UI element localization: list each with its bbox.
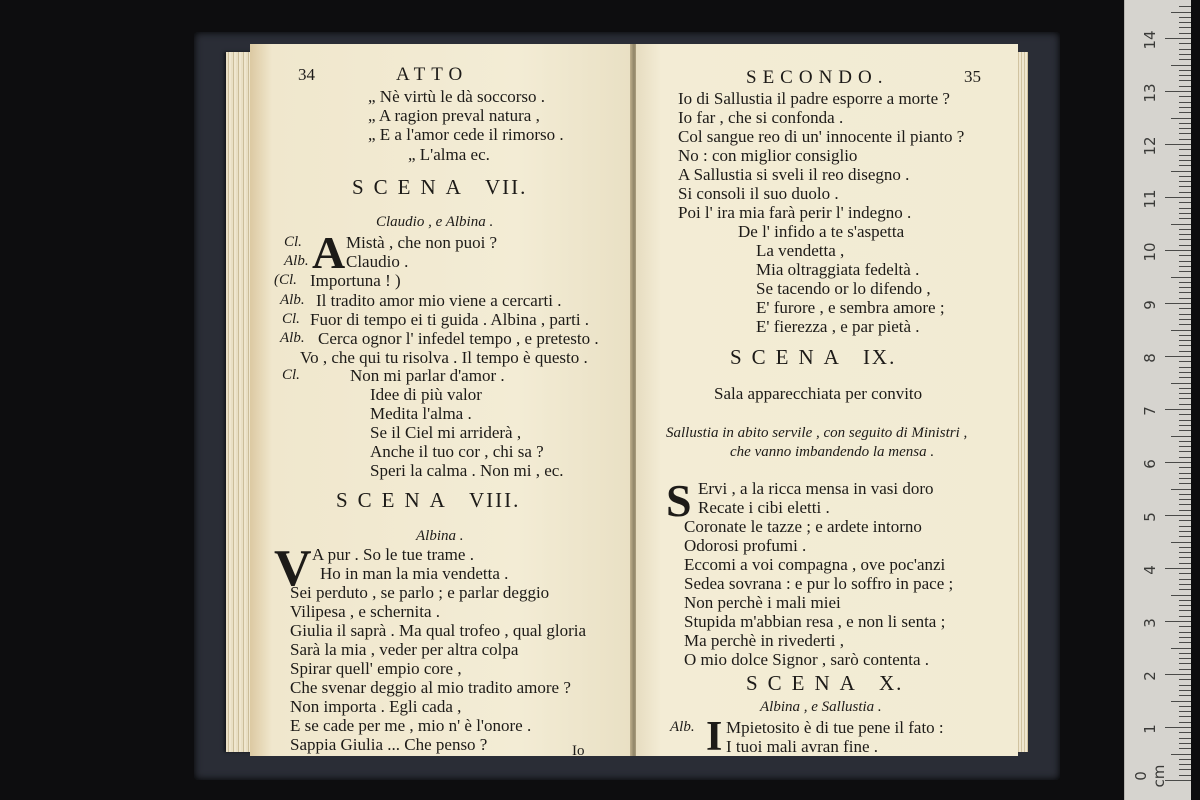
scene-characters: Sallustia in abito servile , con seguito di Ministri , [666,425,968,441]
verse-line: E' fierezza , e par pietà . [756,317,920,336]
ruler-tick [1179,425,1191,426]
ruler-number: 9 [1141,300,1159,310]
verse-line: A Sallustia si sveli il reo disegno . [678,165,910,184]
ruler-tick [1179,155,1191,156]
scene-title: SCENA [352,175,470,199]
ruler-tick [1179,605,1191,606]
ruler-tick [1179,494,1191,495]
ruler-tick [1179,367,1191,368]
ruler-tick [1171,277,1191,278]
running-head: SECONDO. [746,67,889,88]
verse-line: Non importa . Egli cada , [290,697,462,716]
speaker-label: Cl. [282,367,300,383]
ruler-tick [1165,515,1191,516]
ruler-tick [1179,711,1191,712]
ruler-tick [1179,208,1191,209]
verse-line: Sarà la mia , veder per altra colpa [290,640,519,659]
ruler-tick [1179,107,1191,108]
verse-line: De l' infido a te s'aspetta [738,222,905,241]
ruler-tick [1179,398,1191,399]
measuring-ruler [1124,0,1191,800]
drop-capital: V [274,540,312,597]
ruler-tick [1179,637,1191,638]
ruler-tick [1179,616,1191,617]
ruler-tick [1171,489,1191,490]
ruler-tick [1179,245,1191,246]
dialogue-line: Claudio . [346,252,409,271]
ruler-tick [1171,12,1191,13]
ruler-tick [1165,250,1191,251]
ruler-tick [1179,80,1191,81]
dialogue-line: Se il Ciel mi arriderà , [370,423,522,442]
ruler-tick [1179,669,1191,670]
catchword: Io [572,743,585,759]
ruler-tick [1165,38,1191,39]
ruler-number: 12 [1141,136,1159,156]
verse-line: A pur . So le tue trame . [312,545,474,564]
ruler-number: 5 [1141,512,1159,522]
ruler-tick [1179,404,1191,405]
ruler-number: 1 [1141,724,1159,734]
dialogue-line: Anche il tuo cor , chi sa ? [370,442,544,461]
ruler-tick [1165,780,1191,781]
scene-characters: Albina , e Sallustia . [760,699,882,715]
verse-line: Si consoli il suo duolo . [678,184,839,203]
ruler-tick [1179,229,1191,230]
speaker-label: Alb. [280,330,305,346]
ruler-tick [1179,626,1191,627]
ruler-tick [1179,139,1191,140]
ruler-tick [1179,600,1191,601]
ruler-tick [1171,118,1191,119]
ruler-number: 13 [1141,83,1159,103]
speaker-label: (Cl. [274,272,297,288]
ruler-tick [1179,160,1191,161]
scene-title: SCENA [336,488,454,512]
ruler-tick [1179,340,1191,341]
ruler-tick [1179,499,1191,500]
drop-capital: I [706,714,723,760]
verse-line: E' furore , e sembra amore ; [756,298,945,317]
ruler-tick [1179,430,1191,431]
ruler-tick [1179,239,1191,240]
ruler-tick [1179,520,1191,521]
ruler-tick [1179,218,1191,219]
verse-line: Sappia Giulia ... Che penso ? [290,735,488,754]
ruler-tick [1179,361,1191,362]
ruler-number: 7 [1141,406,1159,416]
dialogue-line: Idee di più valor [370,385,482,404]
ruler-tick [1165,91,1191,92]
ruler-tick [1179,393,1191,394]
ruler-tick [1179,202,1191,203]
ruler-tick [1179,314,1191,315]
ruler-tick [1179,679,1191,680]
verse-line: Odorosi profumi . [684,536,807,555]
ruler-tick [1179,345,1191,346]
scene-number: VIII. [468,488,521,512]
ruler-tick [1165,462,1191,463]
ruler-tick [1179,6,1191,7]
verse-line: Se tacendo or lo difendo , [756,279,931,298]
ruler-tick [1179,255,1191,256]
verse-line: La vendetta , [756,241,845,260]
ruler-tick [1179,59,1191,60]
ruler-tick [1179,49,1191,50]
dialogue-line: Fuor di tempo ei ti guida . Albina , parti . [310,310,590,329]
ruler-tick [1165,197,1191,198]
speaker-label: Cl. [284,234,302,250]
scene-number: IX. [862,345,897,369]
ruler-tick [1179,769,1191,770]
verse-line: E se cade per me , mio n' è l'onore . [290,716,532,735]
verse-line: Spirar quell' empio core , [290,659,462,678]
ruler-tick [1179,658,1191,659]
ruler-tick [1179,473,1191,474]
ruler-tick [1179,738,1191,739]
ruler-tick [1179,213,1191,214]
verse-line: Eccomi a voi compagna , ove poc'anzi [684,555,946,574]
ruler-tick [1179,176,1191,177]
verse-line: Sedea sovrana : e pur lo soffro in pace ; [684,574,954,593]
ruler-tick [1179,420,1191,421]
ruler-unit-label: 0 cm [1132,764,1168,788]
ruler-tick [1179,17,1191,18]
drop-capital: S [666,475,692,526]
ruler-tick [1179,414,1191,415]
verse-line: „ L'alma ec. [408,145,490,164]
ruler-number: 6 [1141,459,1159,469]
page-number: 34 [298,65,315,84]
ruler-tick [1179,457,1191,458]
speaker-label: Alb. [284,253,309,269]
ruler-tick [1179,75,1191,76]
ruler-number: 3 [1141,618,1159,628]
ruler-number: 14 [1141,30,1159,50]
ruler-tick [1165,568,1191,569]
speaker-label: Alb. [280,292,305,308]
ruler-tick [1179,112,1191,113]
ruler-tick [1179,610,1191,611]
ruler-tick [1179,335,1191,336]
ruler-tick [1171,595,1191,596]
verse-line: No : con miglior consiglio [678,146,858,165]
ruler-tick [1171,224,1191,225]
ruler-tick [1179,584,1191,585]
ruler-tick [1179,748,1191,749]
scene-number: VII. [484,175,528,199]
speaker-label: Cl. [282,311,300,327]
ruler-tick [1165,303,1191,304]
verse-line: Coronate le tazze ; e ardete intorno [684,517,922,536]
scene-characters: che vanno imbandendo la mensa . [730,444,935,460]
ruler-tick [1179,33,1191,34]
ruler-tick [1165,674,1191,675]
ruler-tick [1179,165,1191,166]
ruler-tick [1179,96,1191,97]
ruler-tick [1179,706,1191,707]
dialogue-line: Medita l'alma . [370,404,472,423]
ruler-number: 8 [1141,353,1159,363]
ruler-tick [1179,589,1191,590]
dialogue-line: Cerca ognor l' infedel tempo , e pretesto . [318,329,599,348]
verse-line: Ma perchè in rivederti , [684,631,845,650]
ruler-tick [1179,467,1191,468]
ruler-tick [1179,759,1191,760]
scene-characters: Albina . [416,528,464,544]
scene-characters: Claudio , e Albina . [376,214,494,230]
ruler-tick [1179,351,1191,352]
ruler-tick [1179,298,1191,299]
ruler-tick [1179,764,1191,765]
ruler-tick [1165,727,1191,728]
ruler-tick [1179,504,1191,505]
speaker-label: Alb. [670,719,695,735]
verse-line: „ A ragion preval natura , [368,106,540,125]
ruler-tick [1179,86,1191,87]
ruler-tick [1179,271,1191,272]
ruler-tick [1171,330,1191,331]
ruler-tick [1179,282,1191,283]
ruler-tick [1179,483,1191,484]
ruler-tick [1179,632,1191,633]
verse-line: I tuoi mali avran fine . [726,737,879,756]
ruler-tick [1179,526,1191,527]
ruler-tick [1179,547,1191,548]
ruler-tick [1179,552,1191,553]
ruler-tick [1179,716,1191,717]
ruler-tick [1179,478,1191,479]
ruler-tick [1179,123,1191,124]
verse-line: Non perchè i mali miei [684,593,841,612]
ruler-tick [1179,70,1191,71]
ruler-tick [1171,754,1191,755]
ruler-number: 11 [1141,189,1159,209]
dialogue-line: Mistà , che non puoi ? [346,233,498,252]
ruler-tick [1179,128,1191,129]
dialogue-line: Non mi parlar d'amor . [350,366,505,385]
ruler-tick [1171,171,1191,172]
ruler-tick [1179,43,1191,44]
verse-line: Ho in man la mia vendetta . [320,564,509,583]
ruler-tick [1179,685,1191,686]
drop-capital: A [312,227,346,278]
verse-line: Che svenar deggio al mio tradito amore ? [290,678,571,697]
ruler-number: 4 [1141,565,1159,575]
ruler-tick [1179,377,1191,378]
ruler-tick [1179,261,1191,262]
scene-title: SCENA [746,671,864,695]
ruler-tick [1179,557,1191,558]
ruler-tick [1179,149,1191,150]
ruler-tick [1179,186,1191,187]
scene-heading [352,177,527,198]
verse-line: Sei perduto , se parlo ; e parlar deggio [290,583,550,602]
ruler-tick [1171,436,1191,437]
ruler-tick [1179,531,1191,532]
ruler-tick [1171,383,1191,384]
ruler-tick [1179,102,1191,103]
verse-line: Col sangue reo di un' innocente il pianto ? [678,127,965,146]
ruler-number: 2 [1141,671,1159,681]
ruler-tick [1171,648,1191,649]
scene-heading [336,490,520,511]
left-page [250,44,632,759]
verse-line: Mpietosito è di tue pene il fato : [726,718,944,737]
verse-line: Mia oltraggiata fedeltà . [756,260,920,279]
ruler-tick [1179,563,1191,564]
ruler-tick [1179,695,1191,696]
scene-heading [746,673,903,694]
ruler-tick [1179,775,1191,776]
ruler-number: 10 [1141,242,1159,262]
dialogue-line: Importuna ! ) [310,271,401,290]
ruler-tick [1179,663,1191,664]
running-head: ATTO [396,64,469,85]
verse-line: Poi l' ira mia farà perir l' indegno . [678,203,912,222]
ruler-tick [1179,536,1191,537]
ruler-tick [1179,308,1191,309]
ruler-tick [1171,701,1191,702]
ruler-tick [1179,642,1191,643]
ruler-tick [1179,441,1191,442]
verse-line: „ E a l'amor cede il rimorso . [368,125,564,144]
ruler-tick [1179,579,1191,580]
ruler-tick [1179,722,1191,723]
ruler-tick [1179,54,1191,55]
ruler-tick [1179,653,1191,654]
ruler-tick [1179,732,1191,733]
dialogue-line: Il tradito amor mio viene a cercarti . [316,291,562,310]
ruler-tick [1179,234,1191,235]
verse-line: O mio dolce Signor , sarò contenta . [684,650,930,669]
ruler-tick [1179,22,1191,23]
ruler-tick [1179,451,1191,452]
ruler-tick [1171,542,1191,543]
ruler-tick [1165,621,1191,622]
ruler-tick [1179,510,1191,511]
verse-line: Giulia il saprà . Ma qual trofeo , qual gloria [290,621,586,640]
ruler-tick [1179,446,1191,447]
scene-title: SCENA [730,345,848,369]
verse-line: Io di Sallustia il padre esporre a morte ? [678,89,950,108]
ruler-tick [1179,292,1191,293]
ruler-tick [1179,192,1191,193]
page-number: 35 [964,67,981,86]
verse-line: Recate i cibi eletti . [698,498,830,517]
ruler-tick [1179,573,1191,574]
ruler-tick [1179,324,1191,325]
ruler-tick [1179,27,1191,28]
ruler-tick [1179,388,1191,389]
ruler-tick [1179,690,1191,691]
verse-line: „ Nè virtù le dà soccorso . [368,87,546,106]
dialogue-line: Vo , che qui tu risolva . Il tempo è questo . [300,348,588,367]
right-page [636,44,1018,760]
ruler-tick [1179,319,1191,320]
scene-heading [730,347,896,368]
scene-setting: Sala apparecchiata per convito [714,384,923,403]
ruler-tick [1179,287,1191,288]
ruler-tick [1165,144,1191,145]
ruler-tick [1179,743,1191,744]
verse-line: Io far , che si confonda . [678,108,844,127]
ruler-tick [1165,356,1191,357]
ruler-tick [1165,409,1191,410]
verse-line: Ervi , a la ricca mensa in vasi doro [698,479,934,498]
verse-line: Vilipesa , e schernita . [290,602,441,621]
ruler-tick [1179,181,1191,182]
ruler-tick [1179,266,1191,267]
ruler-tick [1179,133,1191,134]
scene-number: X. [878,671,904,695]
ruler-tick [1171,65,1191,66]
verse-line: Stupida m'abbian resa , e non li senta ; [684,612,946,631]
dialogue-line: Speri la calma . Non mi , ec. [370,461,564,480]
ruler-tick [1179,372,1191,373]
